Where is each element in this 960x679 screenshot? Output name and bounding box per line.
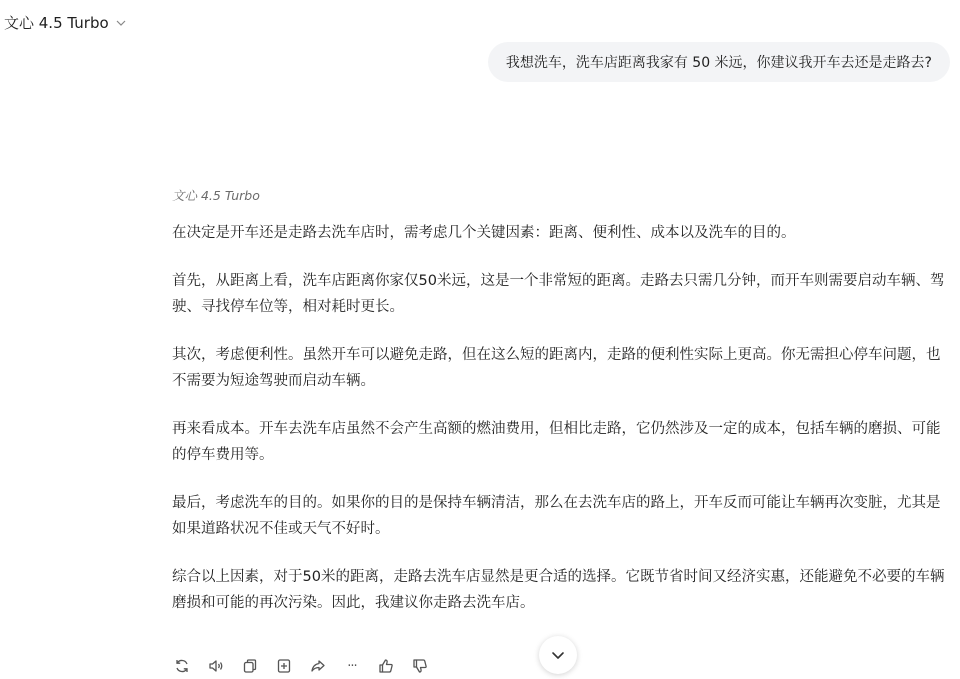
response-paragraph: 首先，从距离上看，洗车店距离你家仅50米远，这是一个非常短的距离。走路去只需几分钟，而开车则需要启动车辆、驾驶、寻找停车位等，相对耗时更长。 <box>172 273 945 315</box>
regenerate-button[interactable] <box>172 656 192 676</box>
assistant-response <box>172 186 947 638</box>
chevron-down-icon <box>115 17 127 29</box>
scroll-to-bottom-button[interactable] <box>539 636 577 674</box>
add-note-button[interactable] <box>274 656 294 676</box>
model-name: 文心 4.5 Turbo <box>4 14 109 32</box>
thumbs-down-icon <box>412 658 428 674</box>
thumbs-up-icon <box>378 658 394 674</box>
user-message-text: 我想洗车，洗车店距离我家有 50 米远，你建议我开车去还是走路去? <box>505 55 932 71</box>
response-paragraph: 其次，考虑便利性。虽然开车可以避免走路，但在这么短的距离内，走路的便利性实际上更高。你无需担心停车问题，也不需要为短途驾驶而启动车辆。 <box>172 347 941 389</box>
copy-button[interactable] <box>240 656 260 676</box>
response-toolbar <box>172 656 430 676</box>
read-aloud-button[interactable] <box>206 656 226 676</box>
chevron-down-icon <box>550 647 566 663</box>
response-paragraph: 在决定是开车还是走路去洗车店时，需考虑几个关键因素：距离、便利性、成本以及洗车的目的。 <box>172 225 796 241</box>
like-button[interactable] <box>376 656 396 676</box>
response-model-label: 文心 4.5 Turbo <box>172 188 260 203</box>
add-note-icon <box>276 658 292 674</box>
more-icon: ··· <box>347 658 357 674</box>
response-paragraph: 最后，考虑洗车的目的。如果你的目的是保持车辆清洁，那么在去洗车店的路上，开车反而可能让车辆再次变脏，尤其是如果道路状况不佳或天气不好时。 <box>172 495 941 537</box>
share-button[interactable] <box>308 656 328 676</box>
speaker-icon <box>208 658 224 674</box>
regenerate-icon <box>174 658 190 674</box>
user-message-bubble <box>488 42 950 82</box>
more-button[interactable] <box>342 656 362 676</box>
share-icon <box>310 658 326 674</box>
dislike-button[interactable] <box>410 656 430 676</box>
model-switcher[interactable] <box>4 12 127 33</box>
response-paragraph: 综合以上因素，对于50米的距离，走路去洗车店显然是更合适的选择。它既节省时间又经济实惠，还能避免不必要的车辆磨损和可能的再次污染。因此，我建议你走路去洗车店。 <box>172 569 945 611</box>
copy-icon <box>242 658 258 674</box>
response-paragraph: 再来看成本。开车去洗车店虽然不会产生高额的燃油费用，但相比走路，它仍然涉及一定的成本，包括车辆的磨损、可能的停车费用等。 <box>172 421 941 463</box>
